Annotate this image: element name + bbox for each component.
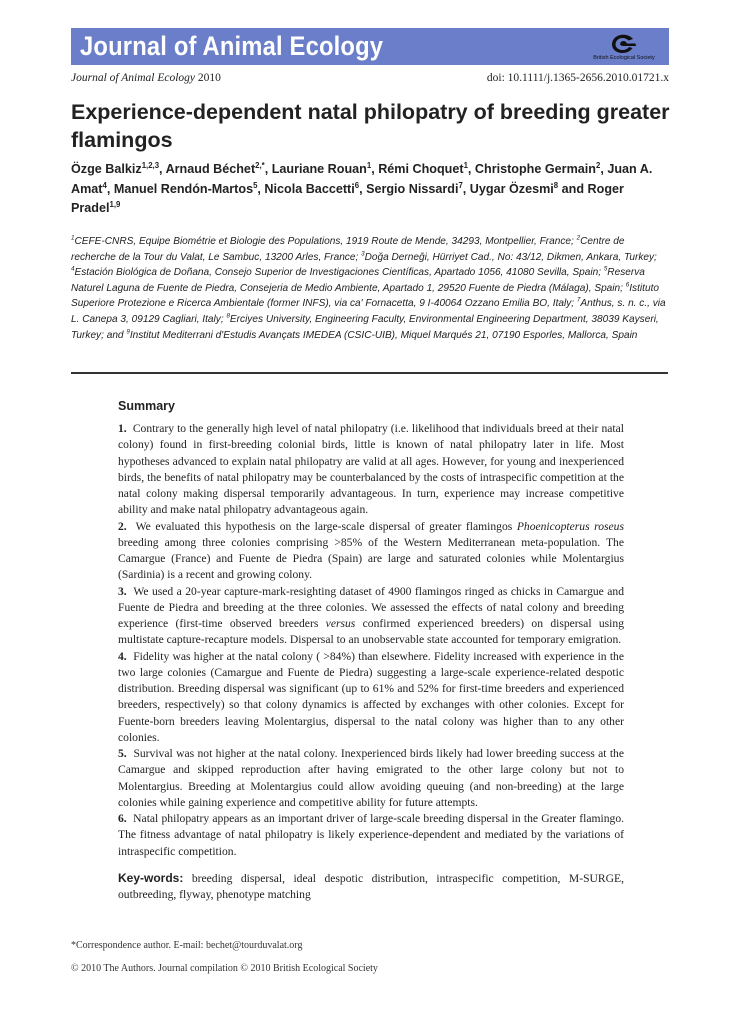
correspondence-footnote: *Correspondence author. E-mail: bechet@tourduvalat.org [71, 940, 303, 951]
author-name: Sergio Nissardi [366, 181, 459, 196]
affiliation-marker: 2 [576, 234, 581, 242]
affiliation-marker: 3 [361, 250, 365, 258]
affiliation-marker: 9 [126, 328, 130, 336]
italic-term: Phoenicopterus roseus [516, 519, 624, 533]
affiliation-text: Institut Mediterrani d'Estudis Avançats IMEDEA (CSIC-UIB), Miquel Marqués 21, 07190 Esporles, Mallorca, Spain [129, 329, 638, 341]
author-affiliation-marker: 1 [463, 160, 468, 170]
journal-banner-title: Journal of Animal Ecology [80, 31, 384, 61]
affiliation-list [71, 234, 671, 343]
affiliation-text: Doğa Derneği, Hürriyet Cad., No: 43/12, Dikmen, Ankara, Turkey; [364, 251, 657, 263]
paragraph-text: Fidelity was higher at the natal colony ( >84%) than elsewhere. Fidelity increased with experience in the two large colonies (Camargue and Fuente de Piedra) suggesting a large-scale experience-related despotic distribution. Breeding dispersal was significant (up to 61% and 52% for first-time breeders and experienced breeders, respectively) so that colony dynamics is affected by exchanges with other colonies. Except for Fuente-born breeders leaving Molentargius, dispersal to the natal colony was higher than to any other colonies. [118, 649, 624, 744]
paragraph-number: 1. [118, 422, 127, 435]
affiliation-marker: 7 [576, 297, 581, 305]
running-head [71, 72, 669, 84]
affiliation-marker: 5 [603, 265, 608, 273]
british-ecological-society-logo-icon [611, 34, 637, 54]
author-affiliation-marker: 2 [595, 160, 601, 170]
author-name: Nicola Baccetti [264, 181, 355, 196]
affiliation-marker: 1 [71, 234, 75, 242]
summary-paragraph [118, 421, 624, 519]
author-name: Lauriane Rouan [271, 162, 367, 176]
summary-paragraph [118, 649, 624, 747]
affiliation-text: Centre de recherche de la Tour du Valat, Le Sambuc, 13200 Arles, France; [71, 236, 625, 263]
paragraph-number: 6. [118, 812, 127, 825]
journal-banner [71, 28, 669, 65]
running-head-citation [71, 72, 221, 84]
author-affiliation-marker: 1 [366, 160, 372, 170]
paragraph-number: 2. [118, 519, 127, 533]
paragraph-text: We evaluated this hypothesis on the large-scale dispersal of greater flamingos [135, 519, 517, 533]
paragraph-text: confirmed experienced breeders) on dispersal using multistate capture-recapture models. Dispersal to an unobservable state accounted for temporary emigration. [118, 617, 624, 647]
summary-paragraphs [118, 421, 624, 860]
affiliation-text: Anthus, s. n. c., via L. Canepa 3, 09129 Cagliari, Italy; [71, 298, 666, 325]
author-affiliation-marker: 1,9 [109, 199, 121, 209]
affiliation-marker: 6 [625, 281, 630, 289]
running-head-journal: Journal of Animal Ecology [71, 72, 196, 84]
paragraph-number: 5. [118, 747, 127, 760]
running-head-year: 2010 [197, 72, 221, 84]
affiliation-marker: 4 [71, 265, 75, 273]
paragraph-text: Natal philopatry appears as an important driver of large-scale breeding dispersal in the Greater flamingo. The fitness advantage of natal philopatry is likely experience-dependent and mediated by the variations of intraspecific competition. [118, 812, 625, 858]
author-name: Uygar Özesmi [469, 181, 554, 196]
society-logo-text: British Ecological Society [593, 55, 655, 61]
summary-paragraph [118, 811, 624, 860]
author-name: Juan A. Amat [71, 162, 653, 196]
author-affiliation-marker: 7 [458, 180, 463, 190]
copyright-notice: © 2010 The Authors. Journal compilation © 2010 British Ecological Society [71, 963, 378, 974]
paragraph-text: breeding among three colonies comprising >85% of the Western Mediterranean meta-population. The Camargue (France) and Fuente de Piedra (Spain) are large and saturated colonies while Molentargius (Sardinia) is a recent and growing colony. [118, 535, 624, 582]
summary-paragraph [118, 584, 624, 649]
author-affiliation-marker: 1,2,3 [141, 160, 160, 170]
summary-section [118, 399, 624, 903]
article-title: Experience-dependent natal philopatry of breeding greater flamingos [71, 100, 670, 152]
keywords-label: Key-words: [118, 870, 184, 885]
italic-term: versus [325, 617, 356, 630]
summary-paragraph [118, 519, 624, 584]
keywords-text: breeding dispersal, ideal despotic distribution, intraspecific competition, M-SURGE, outbreeding, flyway, phenotype matching [118, 871, 625, 901]
paragraph-text: Survival was not higher at the natal colony. Inexperienced birds likely had lower breeding success at the Camargue and skipped reproduction after having emigrated to the other large colony but not to Molentargius. Breeding at Molentargius could allow avoiding queuing (and non-breeding) at the large colonies while gaining experience and competitive ability for future attempts. [118, 747, 625, 809]
author-name: Roger Pradel [71, 181, 624, 215]
author-name: Özge Balkiz [71, 162, 142, 176]
section-divider [71, 372, 668, 374]
affiliation-text: Estación Biológica de Doñana, Consejo Superior de Investigaciones Científicas, Apartado 1056, 41080 Sevilla, Spain; [74, 267, 604, 279]
author-list: Özge Balkiz$^{1,2,3}$, Arnaud Béchet$^{2,*}$, Lauriane Rouan$^1$, Rémi Choquet$^1$, Christophe Germain$^2$, Juan A. Amat$^4$, Manuel Rendón-Martos$^5$, Nicola Baccetti$^6$, Sergio Nissardi$^7$, Uygar Özesmi$^8$ and Roger Pradel$^{1,9}$ [71, 160, 653, 215]
summary-paragraph [118, 746, 624, 811]
paragraph-text: Contrary to the generally high level of natal philopatry (i.e. likelihood that individuals breed at their natal colony) found in first-breeding colonial birds, little is known of natal philopatry later in life. Most hypotheses advanced to explain natal philopatry are valid at all ages. However, for young and inexperienced birds, the benefits of natal philopatry may be counterbalanced by the costs of intraspecific competition at the natal colony making dispersal temporarily advantageous. In turn, experience may increase competitive ability and make natal philopatry advantageous again. [118, 422, 624, 517]
affiliation-text: Istituto Superiore Protezione e Ricerca Ambientale (former INFS), via ca' Fornacetta, 9 I-40064 Ozzano Emilia BO, Italy; [71, 282, 659, 310]
affiliation-text: Reserva Naturel Laguna de Fuente de Piedra, Consejeria de Medio Ambiente, Apartado 1, 29520 Fuente de Piedra (Málaga), Spain; [71, 267, 645, 294]
author-name: Arnaud Béchet [165, 162, 256, 176]
author-name: Manuel Rendón-Martos [113, 181, 254, 196]
author-name: Christophe Germain [474, 162, 596, 176]
author-affiliation-marker: 8 [553, 180, 559, 190]
author-affiliation-marker: 4 [102, 180, 107, 190]
society-logo [585, 34, 663, 61]
author-name: Rémi Choquet [378, 162, 464, 176]
keywords [118, 870, 624, 904]
paragraph-text: We used a 20-year capture-mark-resighting dataset of 4900 flamingos ringed as chicks in Camargue and Fuente de Piedra and breeding at the three colonies. We assessed the effects of natal colony and breeding experience (first-time observed breeders [118, 584, 624, 630]
affiliation-text: Erciyes University, Engineering Faculty, Environmental Engineering Department, 38039 Kayseri, Turkey; and [71, 313, 659, 341]
author-affiliation-marker: 5 [253, 180, 258, 190]
affiliation-marker: 8 [226, 312, 230, 320]
doi-link[interactable]: doi: 10.1111/j.1365-2656.2010.01721.x [486, 72, 669, 84]
author-affiliation-marker: 2,* [255, 160, 265, 170]
paragraph-number: 3. [118, 584, 127, 598]
affiliation-text: CEFE-CNRS, Equipe Biométrie et Biologie des Populations, 1919 Route de Mende, 34293, Montpellier, France; [74, 236, 577, 247]
paragraph-number: 4. [118, 649, 127, 663]
summary-heading: Summary [118, 399, 175, 413]
author-affiliation-marker: 6 [354, 180, 360, 190]
